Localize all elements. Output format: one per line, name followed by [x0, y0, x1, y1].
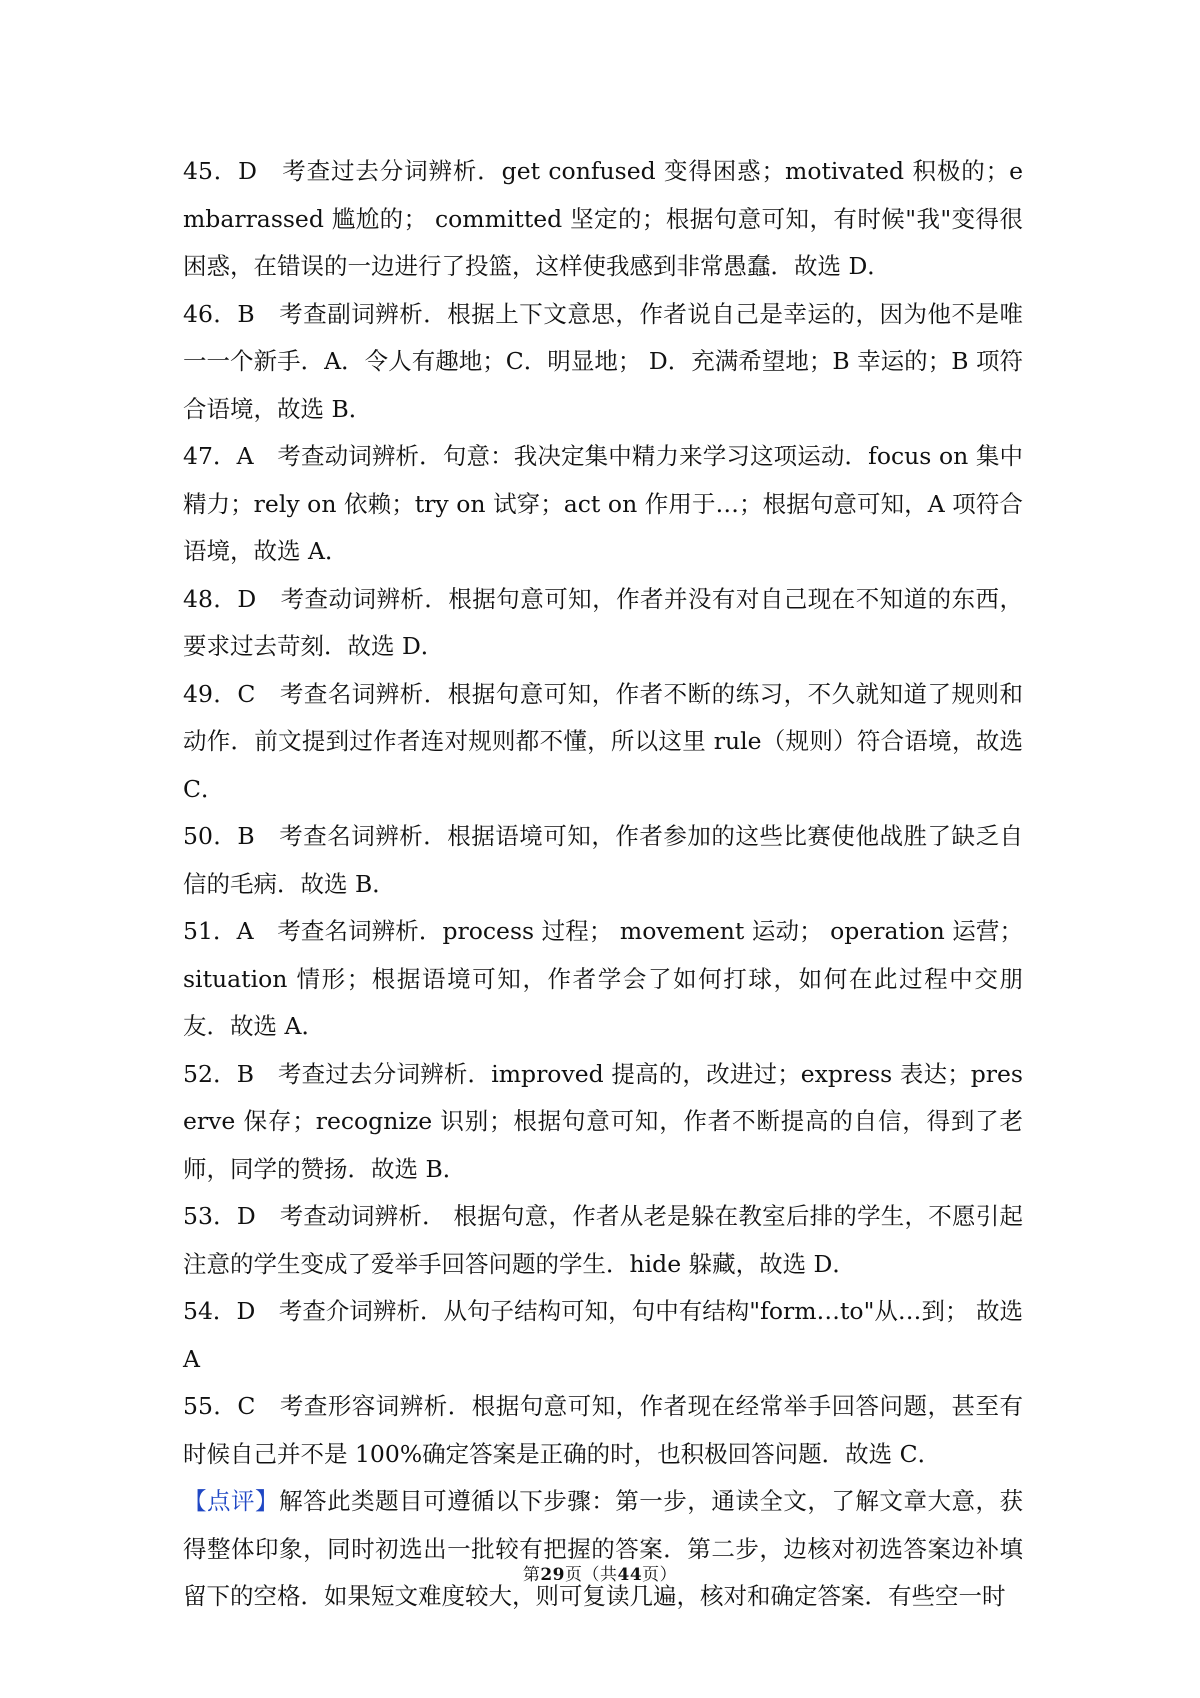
- answer-54: 54．D 考查介词辨析．从句子结构可知，句中有结构"form…to"从…到； 故选 A: [183, 1297, 1023, 1373]
- answer-48: 48．D 考查动词辨析．根据句意可知，作者并没有对自己现在不知道的东西，要求过去苛刻．故选 D．: [183, 584, 1023, 660]
- document-body: [183, 148, 1023, 1621]
- answer-52: 52．B 考查过去分词辨析．improved 提高的，改进过；express 表达；preserve 保存；recognize 识别；根据句意可知，作者不断提高的自信，得到了老师，同学的赞扬．故选 B．: [183, 1059, 1023, 1183]
- answer-46: 46．B 考查副词辨析．根据上下文意思，作者说自己是幸运的，因为他不是唯一一个新手．A．令人有趣地；C．明显地； D．充满希望地；B 幸运的；B 项符合语境，故选 B．: [183, 299, 1023, 423]
- comment-text: 解答此类题目可遵循以下步骤：第一步，通读全文，了解文章大意，获得整体印象，同时初选出一批较有把握的答案．第二步，边核对初选答案边补填留下的空格．如果短文难度较大，则可复读几遍，核对和确定答案．有些空一时: [183, 1487, 1024, 1610]
- footer-prefix: 第: [522, 1565, 541, 1585]
- answer-55: 55．C 考查形容词辨析．根据句意可知，作者现在经常举手回答问题，甚至有时候自己并不是 100%确定答案是正确的时，也积极回答问题．故选 C．: [183, 1392, 1023, 1468]
- comment-paragraph: [183, 1478, 1023, 1621]
- answer-47: 47．A 考查动词辨析．句意：我决定集中精力来学习这项运动．focus on 集中精力；rely on 依赖；try on 试穿；act on 作用于…；根据句意可知，A 项符合语境，故选 A．: [183, 442, 1023, 565]
- answer-45: 45．D 考查过去分词辨析．get confused 变得困惑；motivated 积极的；embarrassed 尴尬的； committed 坚定的；根据句意可知，有时候"我"变得很困惑，在错误的一边进行了投篮，这样使我感到非常愚蠢．故选 D．: [183, 157, 1023, 280]
- footer-total-pages: 44: [617, 1565, 643, 1585]
- footer-suffix: 页）: [642, 1565, 678, 1585]
- answer-49: 49．C 考查名词辨析．根据句意可知，作者不断的练习，不久就知道了规则和动作．前文提到过作者连对规则都不懂，所以这里 rule（规则）符合语境，故选 C．: [183, 679, 1023, 803]
- answer-51: 51．A 考查名词辨析．process 过程； movement 运动； operation 运营；situation 情形；根据语境可知，作者学会了如何打球，如何在此过程中交朋友．故选 A．: [183, 917, 1023, 1040]
- footer-page-number: 29: [540, 1565, 565, 1585]
- answer-50: 50．B 考查名词辨析．根据语境可知，作者参加的这些比赛使他战胜了缺乏自信的毛病．故选 B．: [183, 822, 1023, 898]
- page-footer: [0, 1560, 1200, 1585]
- comment-tag: 【点评】: [183, 1487, 280, 1515]
- footer-middle: 页（共: [565, 1565, 618, 1585]
- answer-53: 53．D 考查动词辨析． 根据句意，作者从老是躲在教室后排的学生，不愿引起注意的学生变成了爱举手回答问题的学生．hide 躲藏，故选 D．: [183, 1202, 1023, 1278]
